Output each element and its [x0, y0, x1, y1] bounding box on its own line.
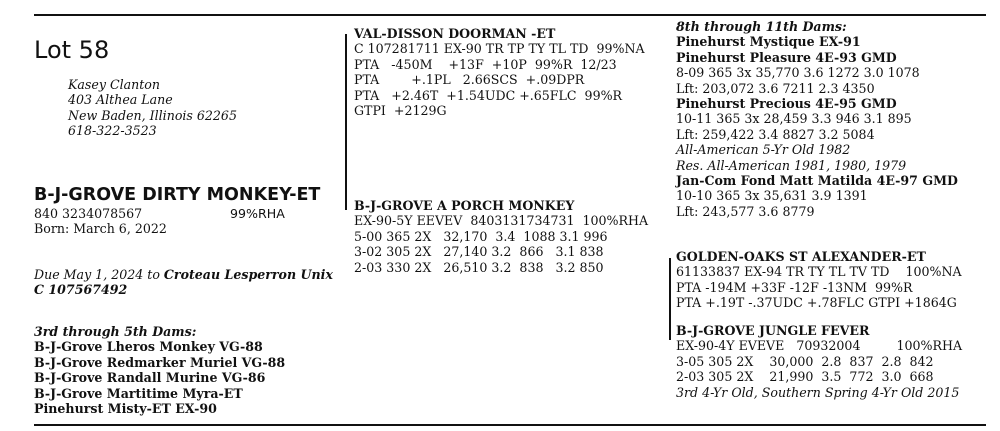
dam-sire-name: GOLDEN-OAKS ST ALEXANDER-ET: [676, 249, 926, 264]
consignor-name: Kasey Clanton: [68, 77, 160, 92]
dam-record: 10-10 365 3x 35,631 3.9 1391: [676, 188, 868, 204]
dam-entry: Pinehurst Pleasure 4E-93 GMD: [676, 49, 897, 65]
dams-3-5-block: [34, 324, 285, 416]
due-date: Due May 1, 2024 to: [34, 267, 164, 282]
animal-rha: 99%RHA: [230, 206, 285, 221]
second-dam-name: B-J-GROVE JUNGLE FEVER: [676, 323, 870, 338]
sire-info-line: PTA +2.46T +1.54UDC +.65FLC 99%R: [354, 87, 623, 103]
dam-info-line: EX-90-5Y EEVEV 8403131734731 100%RHA: [354, 213, 649, 229]
dam-info-line: 5-00 365 2X 32,170 3.4 1088 3.1 996: [354, 228, 608, 244]
dam-lifetime: Lft: 243,577 3.6 8779: [676, 203, 815, 219]
sire-info-line: GTPI +2129G: [354, 103, 447, 119]
dam-entry: Jan-Com Fond Matt Matilda 4E-97 GMD: [676, 173, 958, 189]
dam-entry: Pinehurst Misty-ET EX-90: [34, 401, 217, 417]
top-rule: [34, 14, 986, 16]
second-dam-info-line: 3-05 305 2X 30,000 2.8 837 2.8 842: [676, 353, 934, 369]
dam-lifetime: Lft: 259,422 3.4 8827 3.2 5084: [676, 126, 875, 142]
dam-block: [354, 198, 648, 275]
sire-line: [345, 34, 347, 210]
consignor-phone: 618-322-3523: [68, 123, 157, 139]
dam-info-line: 3-02 305 2X 27,140 3.2 866 3.1 838: [354, 244, 604, 260]
dam-lifetime: Lft: 203,072 3.6 7211 2.3 4350: [676, 80, 875, 96]
sire-info-line: PTA -450M +13F +10P 99%R 12/23: [354, 56, 617, 72]
consignor-block: [68, 77, 237, 139]
second-dam-award: 3rd 4-Yr Old, Southern Spring 4-Yr Old 2015: [676, 384, 960, 400]
animal-name: B-J-GROVE DIRTY MONKEY-ET: [34, 185, 321, 205]
sire-block: [354, 26, 645, 118]
dam-sire-info-line: PTA +.19T -.37UDC +.78FLC GTPI +1864G: [676, 295, 957, 311]
dam-entry: B-J-Grove Randall Murine VG-86: [34, 370, 266, 386]
second-dam-info-line: EX-90-4Y EVEVE 70932004 100%RHA: [676, 338, 963, 354]
second-dam-block: [676, 323, 962, 400]
service-sire: Croteau Lesperron Unix: [163, 267, 333, 282]
dam-sire-info-line: 61133837 EX-94 TR TY TL TV TD 100%NA: [676, 264, 962, 280]
dam-entry: B-J-Grove Martitime Myra-ET: [34, 385, 243, 401]
dam-award: All-American 5-Yr Old 1982: [676, 142, 851, 158]
animal-block: [34, 184, 344, 237]
lot-number: Lot 58: [34, 36, 110, 64]
bottom-rule: [34, 424, 986, 426]
sire-info-line: PTA +.1PL 2.66SCS +.09DPR: [354, 72, 585, 88]
dam-entry: Pinehurst Precious 4E-95 GMD: [676, 96, 897, 112]
sire-info-line: C 107281711 EX-90 TR TP TY TL TD 99%NA: [354, 41, 645, 57]
consignor-address-line1: 403 Althea Lane: [68, 92, 173, 108]
sire-name: VAL-DISSON DOORMAN -ET: [354, 26, 556, 41]
consignor-address-line2: New Baden, Illinois 62265: [68, 107, 237, 123]
animal-born: Born: March 6, 2022: [34, 221, 167, 237]
dam-entry: B-J-Grove Redmarker Muriel VG-88: [34, 354, 286, 370]
dam-sire-line: [669, 258, 671, 340]
dam-record: 10-11 365 3x 28,459 3.3 946 3.1 895: [676, 111, 912, 127]
animal-registration: 840 3234078567: [34, 206, 143, 221]
dam-name: B-J-GROVE A PORCH MONKEY: [354, 198, 575, 213]
dam-award: Res. All-American 1981, 1980, 1979: [676, 157, 907, 173]
dam-info-line: 2-03 330 2X 26,510 3.2 838 3.2 850: [354, 259, 604, 275]
dams-8-11-heading: 8th through 11th Dams:: [676, 19, 847, 34]
dams-3-5-heading: 3rd through 5th Dams:: [34, 324, 197, 339]
due-block: [34, 267, 333, 298]
dam-record: 8-09 365 3x 35,770 3.6 1272 3.0 1078: [676, 65, 920, 81]
dam-entry: B-J-Grove Lheros Monkey VG-88: [34, 339, 263, 355]
dams-8-11-block: [676, 19, 958, 219]
second-dam-info-line: 2-03 305 2X 21,990 3.5 772 3.0 668: [676, 369, 934, 385]
dam-sire-info-line: PTA -194M +33F -12F -13NM 99%R: [676, 279, 913, 295]
dam-entry: Pinehurst Mystique EX-91: [676, 34, 861, 50]
dam-sire-block: [676, 249, 962, 311]
service-sire-reg: C 107567492: [34, 282, 128, 298]
